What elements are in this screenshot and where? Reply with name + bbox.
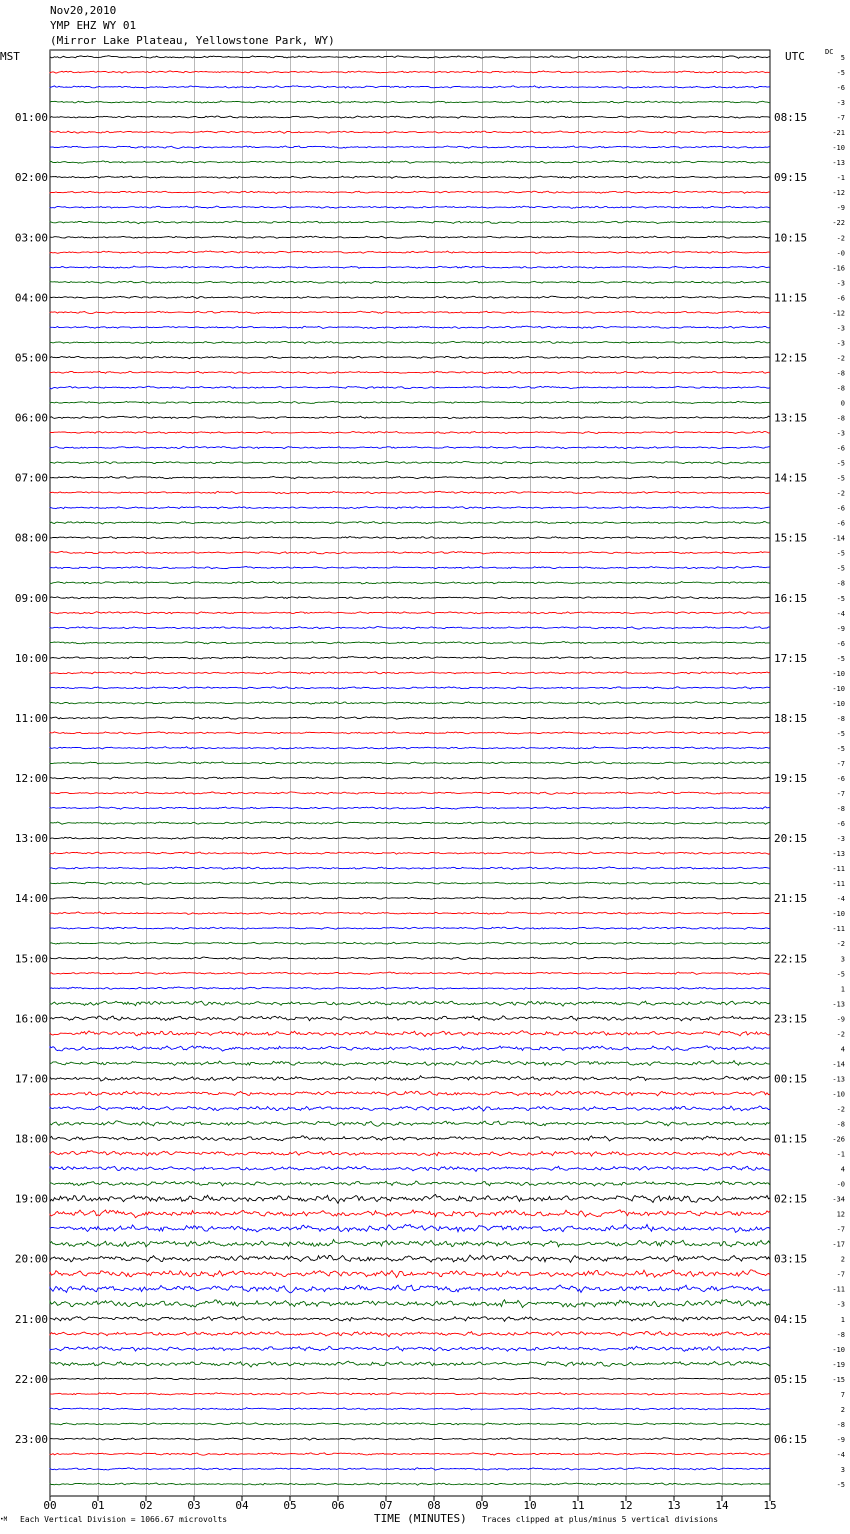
dc-offset-label: -4 [836,609,845,618]
utc-hour-label: 04:15 [774,1312,808,1326]
utc-hour-label: 21:15 [774,892,808,906]
trace-line [50,1361,770,1367]
x-tick-label: 02 [139,1499,153,1512]
dc-offset-label: -11 [832,880,845,889]
trace-line [50,687,770,689]
dc-offset-label: -11 [832,865,845,874]
trace-line [50,657,770,659]
dc-offset-label: -16 [832,264,845,273]
trace-line [50,987,770,990]
dc-offset-label: -10 [832,1345,845,1354]
mst-hour-label: 18:00 [14,1132,48,1146]
x-tick-label: 13 [667,1499,681,1512]
trace-line [50,972,770,974]
utc-hour-label: 15:15 [774,531,808,545]
trace-line [50,1483,770,1485]
trace-line [50,1166,770,1171]
dc-offset-label: -5 [836,970,845,979]
trace-line [50,582,770,584]
trace-line [50,672,770,674]
dc-offset-label: -14 [832,534,845,543]
dc-offset-label: -11 [832,1285,845,1294]
utc-hour-label: 11:15 [774,291,808,305]
utc-hour-label: 19:15 [774,772,808,785]
dc-offset-label: -5 [836,1481,845,1489]
chart-location: (Mirror Lake Plateau, Yellowstone Park, WY) [50,34,335,47]
dc-offset-label: -2 [836,1105,845,1114]
dc-offset-label: -9 [836,624,845,633]
trace-line [50,537,770,540]
dc-offset-label: -6 [836,775,845,783]
trace-line [50,1001,770,1006]
trace-line [50,371,770,373]
x-tick-label: 04 [235,1499,249,1512]
mst-hour-label: 11:00 [14,711,48,725]
dc-offset-label: -5 [836,474,845,483]
mst-hour-label: 09:00 [14,591,48,605]
dc-offset-label: -2 [836,940,845,949]
trace-line [50,1151,770,1156]
trace-line [50,386,770,389]
utc-hour-label: 14:15 [774,471,808,485]
dc-offset-label: -8 [836,805,845,813]
trace-line [50,702,770,705]
trace-line [50,1136,770,1141]
trace-line [50,1285,770,1293]
utc-hour-label: 06:15 [774,1432,808,1446]
trace-line [50,416,770,419]
dc-offset-label: -8 [836,384,845,393]
dc-offset-label: -2 [836,1030,845,1039]
dc-offset-label: -11 [832,925,845,934]
trace-line [50,612,770,614]
trace-line [50,206,770,208]
dc-offset-label: -9 [836,1435,845,1444]
trace-line [50,191,770,193]
trace-line [50,296,770,298]
dc-offset-label: -5 [836,654,845,663]
dc-offset-label: -0 [836,249,845,258]
trace-line [50,1393,770,1395]
utc-hour-label: 08:15 [774,111,808,125]
utc-hour-label: 00:15 [774,1072,808,1086]
trace-line [50,356,770,358]
trace-line [50,446,770,448]
trace-line [50,131,770,133]
trace-line [50,86,770,88]
trace-line [50,476,770,478]
x-tick-label: 15 [763,1499,777,1512]
dc-offset-label: 3 [840,955,845,964]
dc-offset-label: -4 [836,1450,845,1459]
trace-line [50,1181,770,1186]
trace-line [50,822,770,824]
clip-note: Traces clipped at plus/minus 5 vertical divisions [482,1515,719,1524]
trace-line [50,1031,770,1037]
trace-line [50,326,770,328]
dc-offset-label: -9 [836,1015,845,1024]
dc-offset-label: -5 [836,745,845,753]
dc-offset-label: 1 [840,985,845,994]
dc-offset-label: -7 [836,790,845,798]
utc-hour-label: 10:15 [774,231,808,245]
mst-hour-label: 21:00 [14,1312,48,1326]
mst-hour-label: 13:00 [14,832,48,846]
trace-line [50,1046,770,1051]
utc-hour-label: 02:15 [774,1192,808,1206]
dc-offset-label: -12 [832,309,845,318]
utc-hour-label: 18:15 [774,711,808,725]
trace-line [50,1317,770,1322]
dc-offset-label: -14 [832,1060,845,1069]
dc-offset-label: -3 [836,1300,845,1309]
trace-line [50,221,770,224]
dc-offset-label: -13 [832,159,845,168]
mst-hour-label: 03:00 [14,231,48,245]
dc-offset-label: -10 [832,144,845,153]
dc-offset-label: -10 [832,699,845,708]
dc-offset-label: -0 [836,1180,845,1189]
x-tick-label: 10 [523,1499,537,1512]
left-axis-label: MST [0,50,20,63]
mst-hour-label: 04:00 [14,291,48,305]
dc-offset-label: -3 [836,279,845,288]
trace-line [50,1240,770,1247]
x-tick-label: 12 [619,1499,633,1512]
dc-offset-label: -6 [836,504,845,513]
mst-hour-label: 23:00 [14,1432,48,1446]
dc-offset-label: -10 [832,669,845,678]
dc-offset-label: 2 [840,1255,845,1264]
dc-offset-label: -3 [836,429,845,438]
dc-offset-label: -2 [836,489,845,498]
dc-offset-label: -8 [836,1120,845,1129]
trace-line [50,717,770,719]
chart-date: Nov20,2010 [50,4,117,17]
dc-offset-label: -3 [836,324,845,333]
trace-line [50,1091,770,1096]
utc-hour-label: 03:15 [774,1252,808,1266]
trace-line [50,777,770,779]
trace-line [50,1423,770,1425]
dc-offset-label: -22 [832,219,845,228]
utc-hour-label: 17:15 [774,651,808,665]
dc-offset-label: -4 [836,895,845,904]
mst-hour-label: 07:00 [14,471,48,485]
trace-line [50,1408,770,1410]
trace-line [50,1453,770,1455]
trace-line [50,432,770,434]
trace-line [50,627,770,629]
dc-offset-label: -13 [832,1000,845,1009]
utc-hour-label: 05:15 [774,1372,808,1386]
mst-hour-label: 14:00 [14,892,48,906]
dc-offset-label: -6 [836,820,845,829]
dc-offset-label: -6 [836,84,845,92]
dc-offset-label: -5 [836,594,845,603]
x-axis-label: TIME (MINUTES) [374,1512,467,1525]
dc-offset-label: -15 [832,1375,845,1384]
mst-hour-label: 06:00 [14,411,48,425]
dc-offset-label: -10 [832,684,845,693]
x-tick-label: 07 [379,1499,393,1512]
trace-line [50,897,770,899]
utc-hour-label: 22:15 [774,952,808,966]
trace-line [50,1076,770,1081]
trace-line [50,1121,770,1126]
trace-line [50,101,770,103]
dc-offset-label: -6 [836,444,845,453]
mst-hour-label: 05:00 [14,351,48,365]
dc-offset-label: -10 [832,1090,845,1099]
utc-hour-label: 16:15 [774,591,808,605]
trace-line [50,1106,770,1111]
dc-offset-label: -8 [836,414,845,423]
x-tick-label: 03 [187,1499,201,1512]
trace-line [50,597,770,599]
utc-hour-label: 01:15 [774,1132,808,1146]
dc-offset-label: -34 [832,1195,845,1204]
mst-hour-label: 19:00 [14,1192,48,1206]
dc-offset-label: -5 [836,459,845,468]
dc-offset-label: -8 [836,1330,845,1339]
trace-line [50,522,770,525]
dc-offset-label: 2 [840,1405,845,1414]
dc-offset-label: -21 [832,129,845,138]
trace-line [50,266,770,268]
trace-line [50,1378,770,1380]
trace-line [50,882,770,884]
dc-offset-label: -6 [836,519,845,528]
trace-line [50,1438,770,1440]
dc-offset-label: -3 [836,99,845,108]
trace-line [50,1270,770,1278]
dc-offset-label: -17 [832,1240,845,1249]
dc-offset-label: -3 [836,339,845,348]
dc-offset-label: -6 [836,639,845,648]
trace-line [50,1225,770,1233]
dc-offset-label: -7 [836,114,845,123]
dc-offset-label: -8 [836,579,845,588]
trace-line [50,852,770,854]
dc-offset-label: -5 [836,69,845,77]
trace-line [50,1210,770,1218]
utc-hour-label: 12:15 [774,351,808,365]
dc-offset-label: -19 [832,1360,845,1369]
x-tick-label: 09 [475,1499,489,1512]
dc-offset-label: -13 [832,1075,845,1084]
mst-hour-label: 08:00 [14,531,48,545]
trace-line [50,1332,770,1337]
trace-line [50,507,770,509]
trace-line [50,567,770,569]
dc-offset-label: -8 [836,714,845,723]
trace-line [50,837,770,839]
dc-offset-label: -1 [836,174,845,183]
trace-line [50,807,770,809]
mst-hour-label: 15:00 [14,952,48,966]
x-tick-label: 14 [715,1499,729,1512]
trace-line [50,461,770,463]
dc-offset-label: -8 [836,1420,845,1429]
trace-line [50,792,770,794]
trace-line [50,1016,770,1021]
trace-line [50,1346,770,1351]
dc-offset-label: -5 [836,729,845,738]
trace-line [50,1468,770,1470]
x-tick-label: 08 [427,1499,441,1512]
trace-line [50,912,770,915]
trace-line [50,56,770,59]
trace-line [50,341,770,343]
trace-line [50,71,770,73]
x-tick-label: 01 [91,1499,105,1512]
trace-line [50,1195,770,1204]
dc-offset-label: -5 [836,564,845,573]
dc-offset-label: -1 [836,1150,845,1159]
dc-offset-label: -3 [836,835,845,844]
corner-mark: •M [0,1516,8,1523]
trace-line [50,401,770,403]
trace-line [50,747,770,749]
dc-offset-label: -9 [836,204,845,213]
utc-hour-label: 13:15 [774,411,808,425]
dc-offset-label: 5 [840,54,845,62]
trace-line [50,236,770,238]
mst-hour-label: 16:00 [14,1012,48,1026]
trace-line [50,732,770,734]
trace-line [50,491,770,494]
right-axis-label: UTC [785,50,805,63]
dc-offset-label: 4 [840,1165,845,1174]
utc-hour-label: 09:15 [774,171,808,185]
trace-line [50,762,770,764]
trace-line [50,116,770,118]
trace-line [50,927,770,929]
x-tick-label: 00 [43,1499,57,1512]
x-tick-label: 11 [571,1499,585,1512]
dc-offset-label: 1 [840,1315,845,1324]
trace-line [50,1300,770,1308]
dc-offset-label: -26 [832,1135,845,1144]
x-tick-label: 06 [331,1499,345,1512]
trace-line [50,251,770,253]
dc-offset-label: -7 [836,1225,845,1234]
mst-hour-label: 17:00 [14,1072,48,1086]
dc-offset-label: 7 [840,1390,845,1399]
mst-hour-label: 12:00 [14,772,48,785]
dc-offset-label: -2 [836,354,845,363]
scale-note: Each Vertical Division = 1066.67 microvolts [20,1515,228,1524]
trace-line [50,176,770,178]
dc-offset-label: 4 [840,1045,845,1054]
dc-offset-label: -10 [832,910,845,919]
dc-offset-label: -2 [836,234,845,243]
chart-station: YMP EHZ WY 01 [50,19,137,32]
trace-line [50,311,770,313]
trace-line [50,1255,770,1262]
trace-line [50,642,770,644]
trace-line [50,1061,770,1066]
dc-offset-label: -7 [836,1270,845,1279]
trace-line [50,281,770,283]
trace-line [50,161,770,163]
trace-line [50,942,770,944]
dc-offset-label: -13 [832,850,845,859]
mst-hour-label: 02:00 [14,171,48,185]
utc-hour-label: 23:15 [774,1012,808,1026]
trace-line [50,957,770,959]
utc-hour-label: 20:15 [774,832,808,846]
mst-hour-label: 22:00 [14,1372,48,1386]
mst-hour-label: 01:00 [14,111,48,125]
dc-offset-label: -7 [836,760,845,768]
x-tick-label: 05 [283,1499,297,1512]
dc-offset-label: -6 [836,294,845,303]
dc-label: DC [825,48,834,56]
dc-offset-label: -12 [832,189,845,198]
dc-offset-label: -8 [836,369,845,378]
dc-offset-label: 12 [836,1210,845,1219]
trace-line [50,551,770,554]
dc-offset-label: 0 [840,399,845,408]
trace-line [50,146,770,148]
dc-offset-label: 3 [840,1466,845,1474]
mst-hour-label: 10:00 [14,651,48,665]
dc-offset-label: -5 [836,549,845,558]
trace-line [50,867,770,870]
mst-hour-label: 20:00 [14,1252,48,1266]
